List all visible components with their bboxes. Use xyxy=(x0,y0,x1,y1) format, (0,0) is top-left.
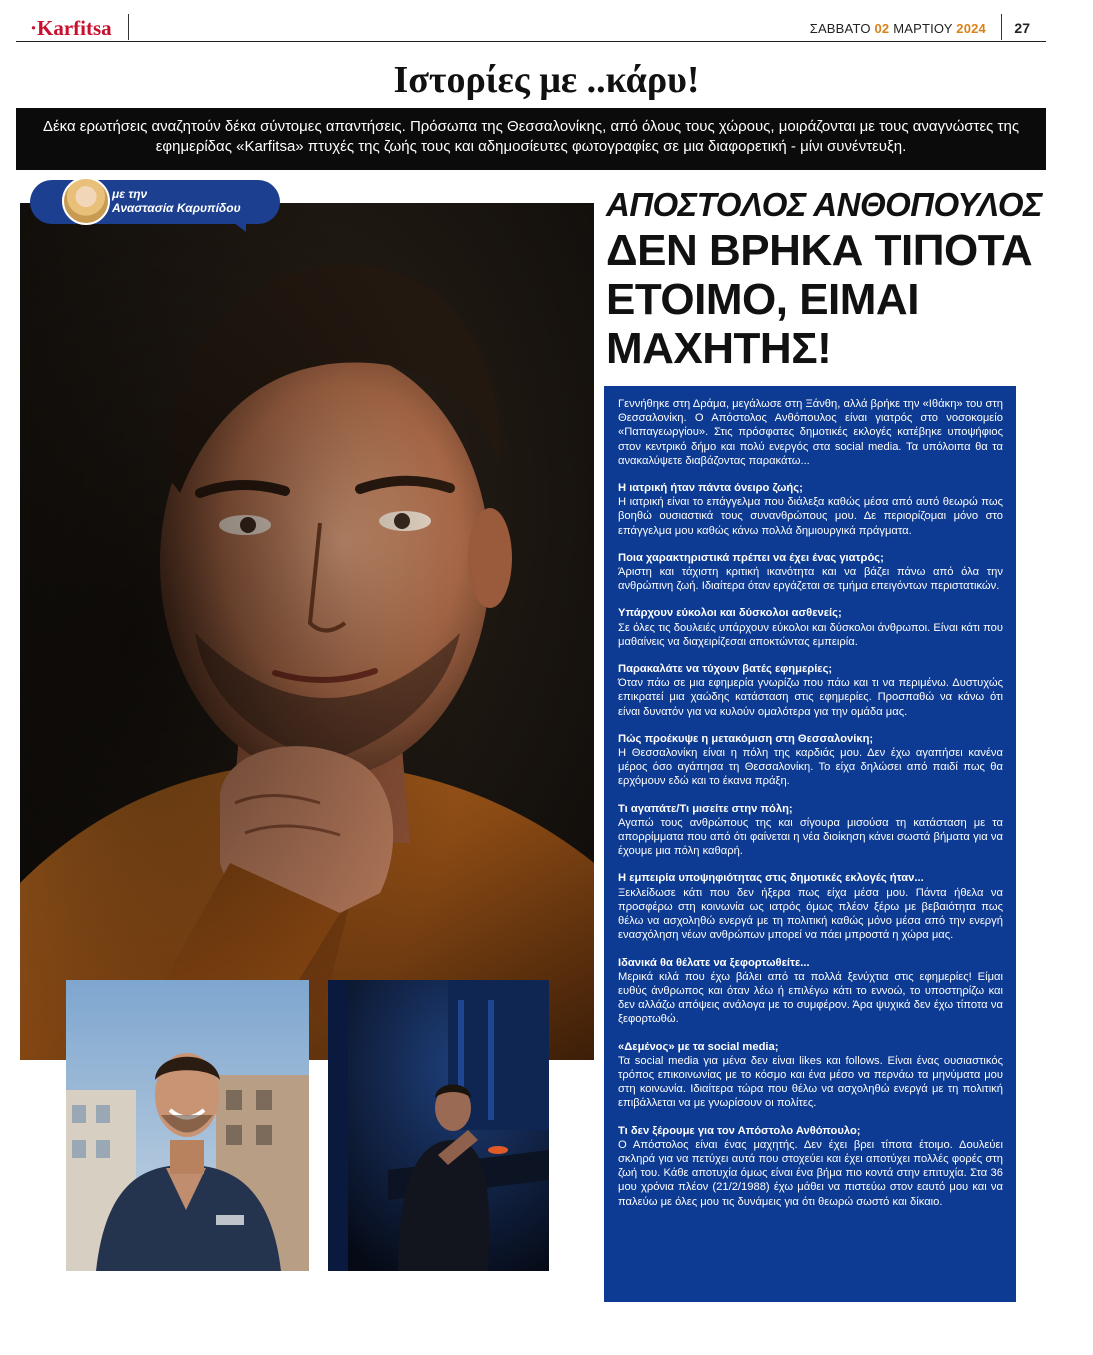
answer: Η ιατρική είναι το επάγγελμα που διάλεξα καθώς μέσα από αυτό θεωρώ πως βοηθώ ουσιαστικά τους συνανθρώπους μου. Δε περιορίζομαι μόνο στο επάγγελμα μου καθώς κάνω πολλά δημιουργικά πράγματα. xyxy=(618,496,1003,537)
answer: Ξεκλείδωσε κάτι που δεν ήξερα πως είχα μέσα μου. Πάντα ήθελα να προσφέρω στη κοινωνία ως ιατρός όμως πλέον ξέρω με βεβαιότητα πως θέλω να ασχοληθώ ενεργά με τη πολιτική καθώς μόνο μέσα από την ενεργή ενασχόληση νέων ανθρώπων μπορεί να πάει μπροστά η χώρα μας. xyxy=(618,886,1003,942)
qa-item xyxy=(618,1124,1003,1209)
page-number: 27 xyxy=(1014,20,1030,36)
article-box xyxy=(604,386,1016,1302)
qa-item xyxy=(618,732,1003,789)
qa-item xyxy=(618,551,1003,594)
question: Ποια χαρακτηριστικά πρέπει να έχει ένας γιατρός; xyxy=(618,551,884,564)
qa-item xyxy=(618,662,1003,719)
photo-doctor-scrubs xyxy=(66,980,309,1271)
author-avatar xyxy=(62,177,110,225)
answer: Ο Απόστολος είναι ένας μαχητής. Δεν έχει βρει τίποτα έτοιμο. Δουλεύει σκληρά για να πετύχει αυτά που στοχεύει και έχει αποτύχει πολλές φορές στη ζωή του. Κάθε αποτυχία όμως είναι ένα βήμα πιο κοντά στην επιτυχία. Στα 36 μου χρόνια πλέον (21/2/1988) έχω μάθει να πιστεύω στον εαυτό μου και να παλεύω με όλες μου τις δυνάμεις για ότι θεωρώ σωστό και δίκαιο. xyxy=(618,1138,1003,1208)
qa-item xyxy=(618,481,1003,538)
byline-text xyxy=(112,187,241,215)
photo-doctor-dark-room xyxy=(328,980,549,1271)
qa-item xyxy=(618,871,1003,942)
qa-item xyxy=(618,956,1003,1027)
page-header xyxy=(16,12,1046,42)
question: Πώς προέκυψε η μετακόμιση στη Θεσσαλονίκη; xyxy=(618,732,874,745)
qa-item xyxy=(618,1040,1003,1111)
byline-tail xyxy=(220,212,246,232)
section-title: Ιστορίες με ..κάρυ! xyxy=(393,59,700,101)
divider xyxy=(128,14,129,40)
question: Η ιατρική ήταν πάντα όνειρο ζωής; xyxy=(618,482,803,495)
answer: Μερικά κιλά που έχω βάλει από τα πολλά ξενύχτια στις εφημερίες! Είμαι ευθύς άνθρωπος και όταν λέω ή επιλέγω κάτι το εννοώ, το υποστηρίζω και δεν αλλάζω απόψεις ανάλογα με το συμφέρον. Άρα ψυχικά δεν έχω τίποτα να ξεφορτωθώ. xyxy=(618,970,1003,1026)
intro-band: Δέκα ερωτήσεις αναζητούν δέκα σύντομες απαντήσεις. Πρόσωπα της Θεσσαλονίκης, από όλους τους χώρους, μοιράζονται με τους αναγνώστες της εφημερίδας «Karfitsa» πτυχές της ζωής τους και αδημοσίευτες φωτογραφίες σε μια διαφορετική - μίνι συνέντευξη. xyxy=(16,108,1046,170)
divider xyxy=(1001,14,1002,40)
qa-item xyxy=(618,802,1003,859)
logo: ·Karfitsa xyxy=(30,16,112,40)
headline-line: ΜΑΧΗΤΗΣ! xyxy=(606,324,832,373)
byline-author: Αναστασία Καρυπίδου xyxy=(112,201,241,215)
date-month: ΜΑΡΤΙΟΥ xyxy=(893,21,953,36)
question: «Δεμένος» με τα social media; xyxy=(618,1040,779,1053)
interviewee-name: ΑΠΟΣΤΟΛΟΣ ΑΝΘΟΠΟΥΛΟΣ xyxy=(606,186,1042,223)
date-day: ΣΑΒΒΑΤΟ xyxy=(809,21,871,36)
answer: Όταν πάω σε μια εφημερία γνωρίζω που πάω και τι να περιμένω. Δυστυχώς επικρατεί μια χαώδης κατάσταση στις εφημερίες. Προσπαθώ να κάνω ότι είναι δυνατόν για να κυλούν ομαλότερα για την ομάδα μας. xyxy=(618,677,1003,718)
question: Τι δεν ξέρουμε για τον Απόστολο Ανθόπουλο; xyxy=(618,1124,861,1137)
date-day-number: 02 xyxy=(874,21,890,36)
article-lead: Γεννήθηκε στη Δράμα, μεγάλωσε στη Ξάνθη, αλλά βρήκε την «Ιθάκη» του στη Θεσσαλονίκη. Ο Απόστολος Ανθόπουλος είναι γιατρός στο νοσοκομείο «Παπαγεωργίου». Στις πρόσφατες δημοτικές εκλογές κατέβηκε υποψήφιος στον κεντρικό δήμο και πολύ ενεργός στα social media. Τα υπόλοιπα θα τα ανακαλύψετε διαβάζοντας παρακάτω... xyxy=(618,398,1004,467)
byline-prefix: με την xyxy=(112,187,148,201)
question: Η εμπειρία υποψηφιότητας στις δημοτικές εκλογές ήταν... xyxy=(618,872,924,885)
headline-line: ΕΤΟΙΜΟ, ΕΙΜΑΙ xyxy=(606,275,919,324)
answer: Τα social media για μένα δεν είναι likes και follows. Είναι ένας ουσιαστικός τρόπος επικοινωνίας με το κόσμο και ένα μέσο να περνάω τα μηνύματα μου στη κοινωνία. Ιδιαίτερα τώρα που θέλω να ασχοληθώ ενεργά με τη πολιτική επιβάλλεται να με γνωρίσουν οι πολίτες. xyxy=(618,1054,1003,1110)
question: Υπάρχουν εύκολοι και δύσκολοι ασθενείς; xyxy=(618,607,842,620)
main-portrait-photo xyxy=(20,203,594,1060)
date-year: 2024 xyxy=(956,21,986,36)
question: Τι αγαπάτε/Τι μισείτε στην πόλη; xyxy=(618,802,793,815)
answer: Άριστη και τάχιστη κριτική ικανότητα και να βάζει πάνω από όλα την ανθρώπινη ζωή. Ιδιαίτερα όταν εργάζεται σε τμήμα επειγόντων περιστατικών. xyxy=(618,566,1003,593)
question: Παρακαλάτε να τύχουν βατές εφημερίες; xyxy=(618,663,833,676)
question: Ιδανικά θα θέλατε να ξεφορτωθείτε... xyxy=(618,956,810,969)
qa-item xyxy=(618,606,1003,649)
headline xyxy=(606,226,1046,373)
headline-line: ΔΕΝ ΒΡΗΚΑ ΤΙΠΟΤΑ xyxy=(606,226,1033,275)
answer: Η Θεσσαλονίκη είναι η πόλη της καρδιάς μου. Δεν έχω αγαπήσει κανένα μέρος όσο αγάπησα τη Θεσσαλονίκη. Το είχα δηλώσει από παιδί πως θα ερχόμουν εδώ και το έκανα πράξη. xyxy=(618,747,1003,788)
answer: Αγαπώ τους ανθρώπους της και σίγουρα μισούσα τη κατάσταση με τα απορρίμματα που από ότι φαίνεται η νέα διοίκηση κάνει σωστά βήματα για να έχουμε μια πόλη καθαρή. xyxy=(618,816,1003,858)
answer: Σε όλες τις δουλειές υπάρχουν εύκολοι και δύσκολοι άνθρωποι. Είναι κάτι που μαθαίνεις να διαχειρίζεσαι αποκτώντας εμπειρία. xyxy=(618,621,1003,648)
dateline xyxy=(810,21,986,36)
